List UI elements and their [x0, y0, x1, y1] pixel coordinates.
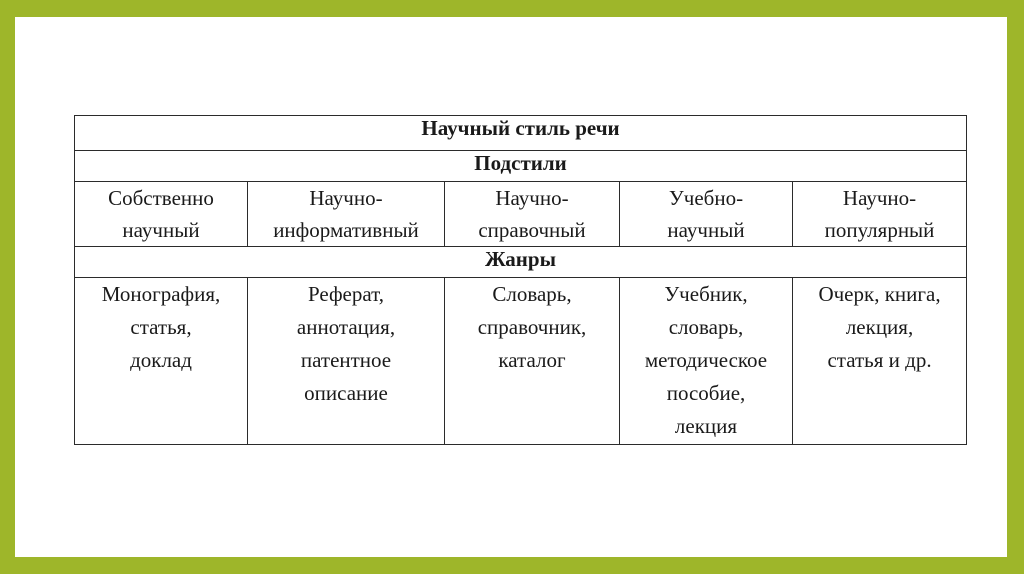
substyle-line: научный [667, 218, 745, 242]
substyle-line: Научно- [495, 186, 569, 210]
genre-line: каталог [498, 348, 566, 372]
substyle-line: справочный [478, 218, 586, 242]
substyle-cell [248, 182, 445, 247]
substyles-heading: Подстили [75, 151, 967, 182]
substyle-line: информативный [273, 218, 419, 242]
genres-row [75, 278, 967, 445]
scientific-style-table [74, 115, 967, 445]
table-wrap [74, 115, 966, 445]
genre-line: Монография, [101, 282, 221, 306]
table-title: Научный стиль речи [75, 116, 967, 151]
substyles-heading-row [75, 151, 967, 182]
substyle-line: Собственно [108, 186, 214, 210]
genres-heading: Жанры [75, 247, 967, 278]
genre-cell [248, 278, 445, 445]
genre-cell [445, 278, 620, 445]
genre-line: пособие, [666, 381, 746, 405]
genre-line: доклад [130, 348, 192, 372]
substyle-cell [445, 182, 620, 247]
slide-frame [15, 17, 1007, 557]
genre-line: лекция, [845, 315, 914, 339]
substyle-line: научный [122, 218, 200, 242]
genre-line: статья, [130, 315, 192, 339]
genre-line: описание [304, 381, 388, 405]
genre-cell [75, 278, 248, 445]
genre-line: лекция [674, 414, 738, 438]
genre-line: словарь, [668, 315, 744, 339]
genres-heading-row [75, 247, 967, 278]
genre-line: методическое [644, 348, 768, 372]
genre-line: статья и др. [827, 348, 932, 372]
genre-cell [620, 278, 793, 445]
genre-line: Словарь, [492, 282, 572, 306]
substyles-row [75, 182, 967, 247]
genre-line: Реферат, [307, 282, 385, 306]
table-title-row [75, 116, 967, 151]
genre-line: справочник, [477, 315, 587, 339]
genre-cell [793, 278, 967, 445]
substyle-cell [75, 182, 248, 247]
substyle-line: Учебно- [668, 186, 744, 210]
substyle-line: Научно- [309, 186, 383, 210]
substyle-line: популярный [824, 218, 935, 242]
genre-line: патентное [300, 348, 392, 372]
substyle-line: Научно- [842, 186, 917, 210]
genre-line: Очерк, книга, [818, 282, 941, 306]
genre-line: аннотация, [296, 315, 396, 339]
genre-line: Учебник, [664, 282, 748, 306]
substyle-cell [620, 182, 793, 247]
substyle-cell [793, 182, 967, 247]
